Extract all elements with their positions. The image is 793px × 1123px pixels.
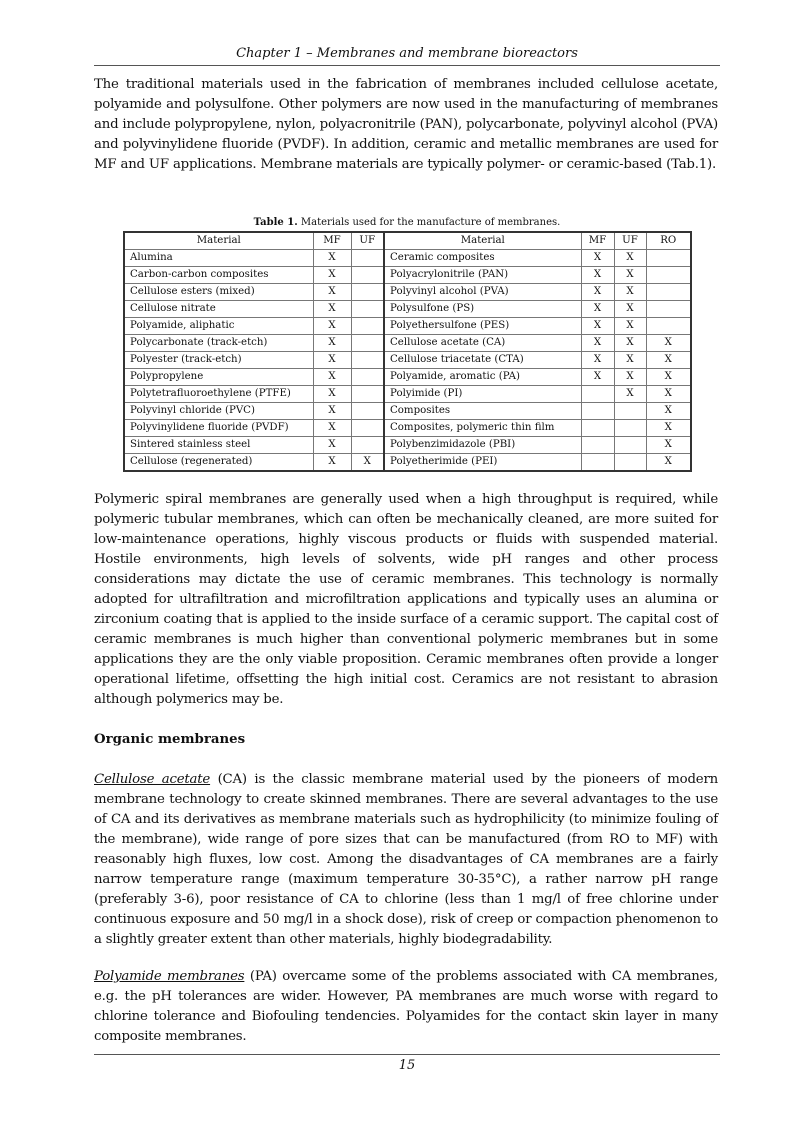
left-mf-cell: X (313, 318, 351, 335)
left-uf-cell (351, 352, 384, 369)
table-row (124, 403, 691, 420)
footer-rule (94, 1054, 720, 1055)
left-mf-cell: X (313, 369, 351, 386)
right-uf-cell: X (614, 352, 646, 369)
running-header: Chapter 1 – Membranes and membrane bioreactors (236, 46, 578, 61)
table-row (124, 335, 691, 352)
polyamide-paragraph (94, 967, 718, 1047)
right-ro-cell (646, 318, 691, 335)
left-mf-cell: X (313, 420, 351, 437)
cellulose-acetate-term: Cellulose acetate (94, 772, 211, 787)
right-material-cell: Cellulose acetate (CA) (384, 335, 581, 352)
right-uf-cell (614, 403, 646, 420)
table-row (124, 454, 691, 472)
right-uf-cell: X (614, 335, 646, 352)
header-ro-right: RO (646, 232, 691, 250)
right-material-cell: Polyethersulfone (PES) (384, 318, 581, 335)
left-mf-cell: X (313, 437, 351, 454)
left-uf-cell (351, 318, 384, 335)
left-mf-cell: X (313, 284, 351, 301)
right-material-cell: Polysulfone (PS) (384, 301, 581, 318)
table-row (124, 437, 691, 454)
left-uf-cell (351, 403, 384, 420)
left-mf-cell: X (313, 386, 351, 403)
right-uf-cell (614, 454, 646, 472)
left-uf-cell (351, 301, 384, 318)
left-uf-cell (351, 420, 384, 437)
table-row (124, 352, 691, 369)
left-material-cell: Polytetrafluoroethylene (PTFE) (124, 386, 313, 403)
right-mf-cell: X (581, 301, 614, 318)
right-ro-cell: X (646, 420, 691, 437)
left-mf-cell: X (313, 301, 351, 318)
cellulose-acetate-text: (CA) is the classic membrane material used by the pioneers of modern membrane technology to create skinned membranes. There are several advantages to the use of CA and its derivatives as membrane materials such as hydrophilicity (to minimize fouling of the membrane), wide range of pore sizes that can be manufactured (from RO to MF) with reasonably high fluxes, low cost. Among the disadvantages of CA membranes are a fairly narrow temperature range (maximum temperature 30-35°C), a rather narrow pH range (preferably 3-6), poor resistance of CA to chlorine (less than 1 mg/l of free chlorine under continuous exposure and 50 mg/l in a shock dose), risk of creep or compaction phenomenon to a slightly greater extent than other materials, highly biodegradability. (94, 772, 718, 947)
right-ro-cell: X (646, 403, 691, 420)
header-mf-right: MF (581, 232, 614, 250)
left-material-cell: Sintered stainless steel (124, 437, 313, 454)
header-mf-left: MF (313, 232, 351, 250)
left-material-cell: Polypropylene (124, 369, 313, 386)
right-uf-cell: X (614, 369, 646, 386)
table-row (124, 301, 691, 318)
right-mf-cell (581, 420, 614, 437)
table-row (124, 386, 691, 403)
table-caption (94, 216, 720, 230)
left-material-cell: Polycarbonate (track-etch) (124, 335, 313, 352)
right-material-cell: Ceramic composites (384, 250, 581, 267)
right-material-cell: Cellulose triacetate (CTA) (384, 352, 581, 369)
right-material-cell: Polyvinyl alcohol (PVA) (384, 284, 581, 301)
table-row (124, 267, 691, 284)
polyamide-term: Polyamide membranes (94, 969, 245, 984)
table-row (124, 284, 691, 301)
right-mf-cell (581, 403, 614, 420)
header-material-left: Material (124, 232, 313, 250)
right-ro-cell: X (646, 437, 691, 454)
left-material-cell: Polyvinylidene fluoride (PVDF) (124, 420, 313, 437)
left-material-cell: Cellulose esters (mixed) (124, 284, 313, 301)
table-caption-label: Table 1. (253, 217, 298, 228)
table-header-row (124, 232, 691, 250)
right-mf-cell: X (581, 250, 614, 267)
left-material-cell: Alumina (124, 250, 313, 267)
right-uf-cell: X (614, 386, 646, 403)
right-ro-cell (646, 301, 691, 318)
left-uf-cell: X (351, 454, 384, 472)
right-mf-cell (581, 386, 614, 403)
left-uf-cell (351, 284, 384, 301)
right-material-cell: Polyacrylonitrile (PAN) (384, 267, 581, 284)
left-mf-cell: X (313, 267, 351, 284)
right-material-cell: Polybenzimidazole (PBI) (384, 437, 581, 454)
right-uf-cell: X (614, 301, 646, 318)
header-rule (94, 65, 720, 66)
left-uf-cell (351, 250, 384, 267)
left-uf-cell (351, 369, 384, 386)
header-uf-right: UF (614, 232, 646, 250)
left-uf-cell (351, 437, 384, 454)
right-ro-cell: X (646, 454, 691, 472)
right-material-cell: Composites, polymeric thin film (384, 420, 581, 437)
header-material-right: Material (384, 232, 581, 250)
left-uf-cell (351, 335, 384, 352)
left-mf-cell: X (313, 403, 351, 420)
right-ro-cell: X (646, 352, 691, 369)
left-material-cell: Polyester (track-etch) (124, 352, 313, 369)
left-uf-cell (351, 386, 384, 403)
left-material-cell: Cellulose (regenerated) (124, 454, 313, 472)
right-mf-cell: X (581, 352, 614, 369)
left-mf-cell: X (313, 250, 351, 267)
left-material-cell: Carbon-carbon composites (124, 267, 313, 284)
left-material-cell: Polyvinyl chloride (PVC) (124, 403, 313, 420)
right-mf-cell: X (581, 284, 614, 301)
right-material-cell: Polyimide (PI) (384, 386, 581, 403)
right-material-cell: Composites (384, 403, 581, 420)
left-mf-cell: X (313, 335, 351, 352)
table-row (124, 250, 691, 267)
right-uf-cell: X (614, 284, 646, 301)
right-material-cell: Polyamide, aromatic (PA) (384, 369, 581, 386)
materials-table (123, 231, 692, 472)
right-uf-cell (614, 420, 646, 437)
right-mf-cell: X (581, 335, 614, 352)
spiral-membranes-paragraph: Polymeric spiral membranes are generally used when a high throughput is required, while polymeric tubular membranes, which can often be mechanically cleaned, are more suited for low-maintenance operations, highly viscous products or fluids with suspended material. Hostile environments, high levels of solvents, wide pH ranges and other process considerations may dictate the use of ceramic membranes. This technology is normally adopted for ultrafiltration and microfiltration applications and typically uses an alumina or zirconium coating that is applied to the inside surface of a ceramic support. The capital cost of ceramic membranes is much higher than conventional polymeric membranes but in some applications they are the only viable proposition. Ceramic membranes often provide a longer operational lifetime, offsetting the high initial cost. Ceramics are not resistant to abrasion although polymerics may be. (94, 492, 718, 707)
polyamide-text: (PA) overcame some of the problems associated with CA membranes, e.g. the pH tolerances are wider. However, PA membranes are much worse with regard to chlorine tolerance and Biofouling tendencies. Polyamides for the contact skin layer in many composite membranes. (94, 969, 718, 1044)
right-uf-cell: X (614, 250, 646, 267)
right-uf-cell (614, 437, 646, 454)
right-mf-cell: X (581, 369, 614, 386)
cellulose-acetate-paragraph (94, 770, 718, 950)
right-material-cell: Polyetherimide (PEI) (384, 454, 581, 472)
left-material-cell: Cellulose nitrate (124, 301, 313, 318)
left-uf-cell (351, 267, 384, 284)
right-ro-cell: X (646, 335, 691, 352)
right-uf-cell: X (614, 267, 646, 284)
intro-paragraph: The traditional materials used in the fabrication of membranes included cellulose acetate, polyamide and polysulfone. Other polymers are now used in the manufacturing of membranes and include polypropylene, nylon, polyacronitrile (PAN), polycarbonate, polyvinyl alcohol (PVA) and polyvinylidene fluoride (PVDF). In addition, ceramic and metallic membranes are used for MF and UF applications. Membrane materials are typically polymer- or ceramic-based (Tab.1). (94, 77, 718, 172)
right-mf-cell: X (581, 318, 614, 335)
left-mf-cell: X (313, 454, 351, 472)
table-row (124, 318, 691, 335)
right-ro-cell: X (646, 386, 691, 403)
right-ro-cell (646, 284, 691, 301)
left-material-cell: Polyamide, aliphatic (124, 318, 313, 335)
table-row (124, 369, 691, 386)
right-uf-cell: X (614, 318, 646, 335)
page-number: 15 (398, 1058, 416, 1073)
right-mf-cell (581, 437, 614, 454)
left-mf-cell: X (313, 352, 351, 369)
right-mf-cell (581, 454, 614, 472)
header-uf-left: UF (351, 232, 384, 250)
right-ro-cell (646, 250, 691, 267)
section-heading: Organic membranes (94, 732, 246, 747)
right-ro-cell: X (646, 369, 691, 386)
table-caption-text: Materials used for the manufacture of membranes. (297, 217, 561, 228)
table-row (124, 420, 691, 437)
right-ro-cell (646, 267, 691, 284)
right-mf-cell: X (581, 267, 614, 284)
